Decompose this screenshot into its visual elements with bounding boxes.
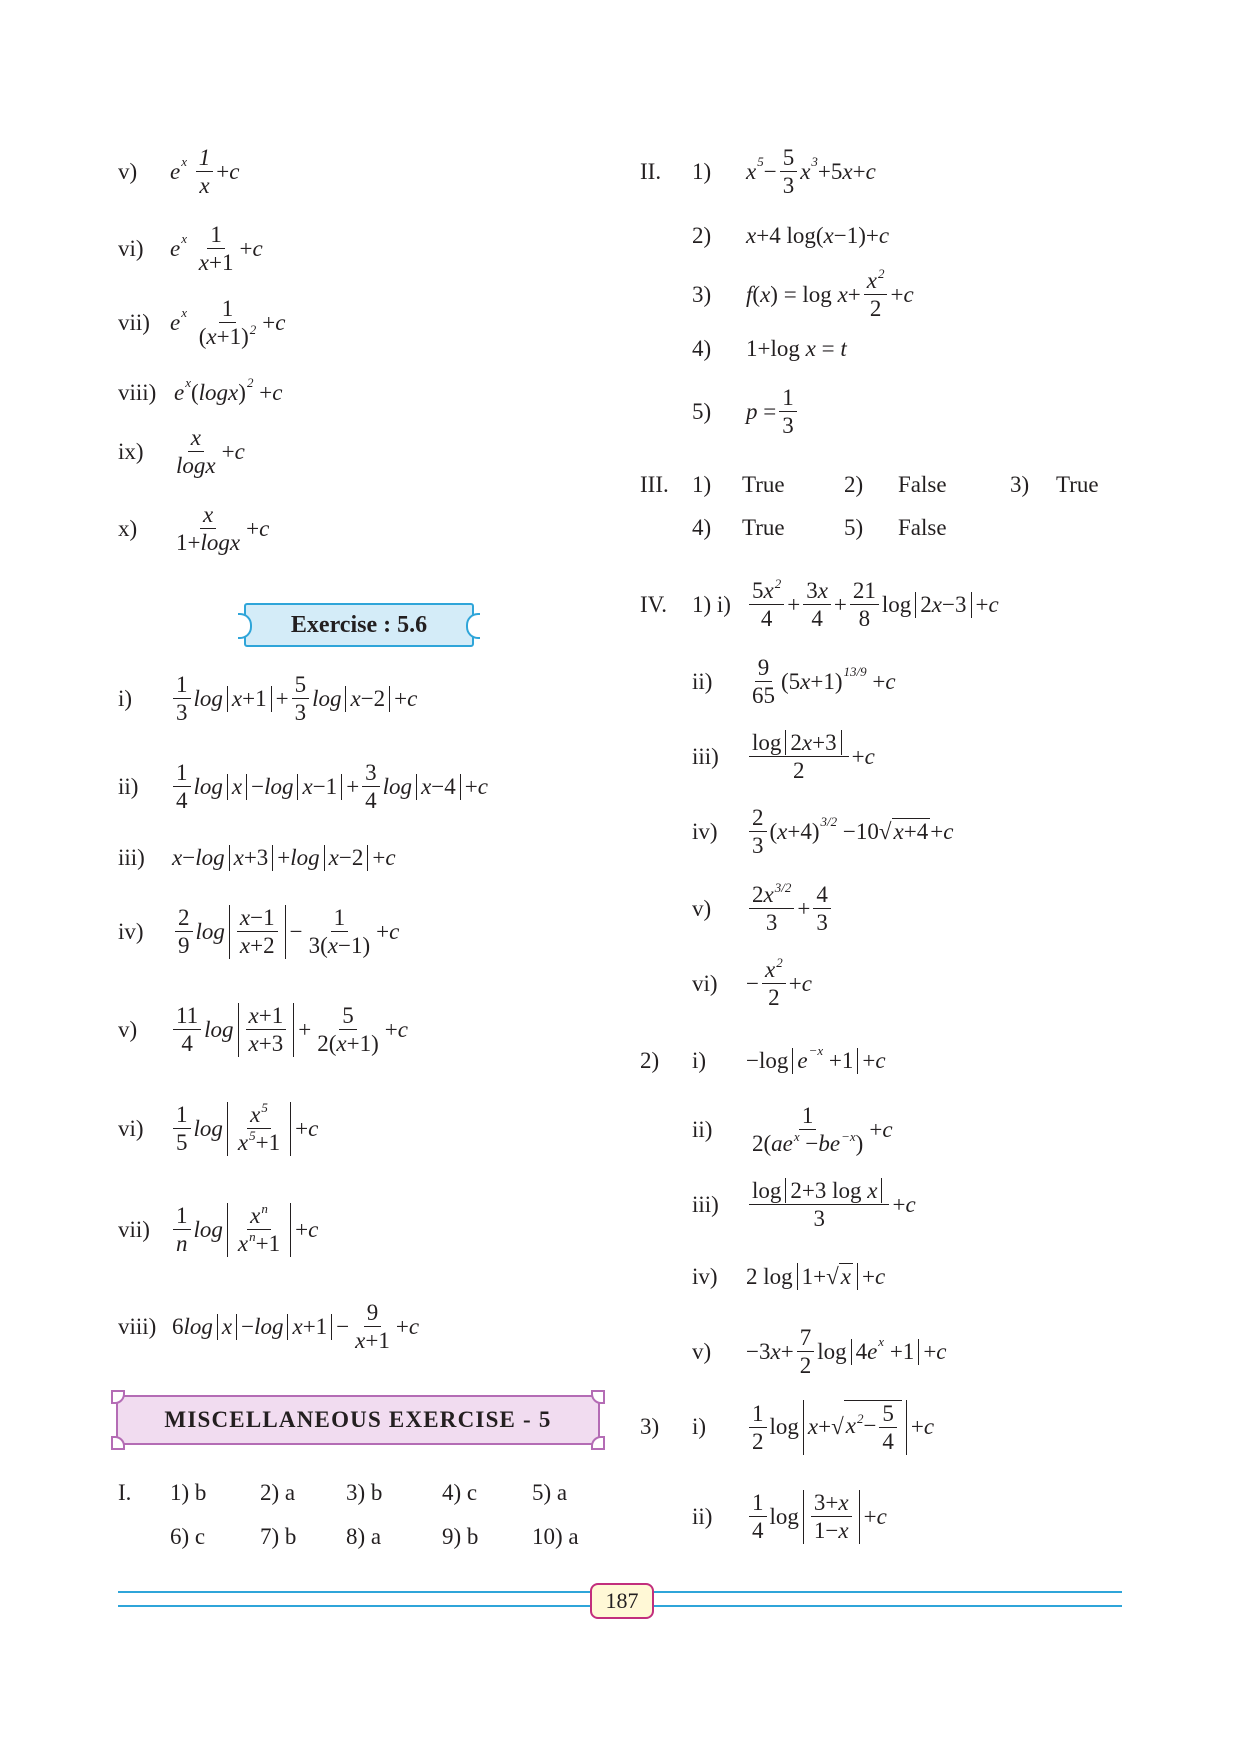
answer-expression: e x $\frac{1}{x}$ + c xyxy=(170,145,240,199)
answer-row xyxy=(118,145,239,199)
answer-expression: $\frac{1}{n}$ log $\frac{x^n}{x^n+1}$ + c xyxy=(170,1203,318,1257)
answer-expression: e x $\frac{1}{x+1}$ + c xyxy=(170,222,263,276)
answer-expression: 6 log x − log x +1 − $\frac{9}{x+1}$ + c xyxy=(172,1300,420,1354)
answer-row xyxy=(118,1102,318,1156)
mcq-answer: 2) a xyxy=(260,1480,296,1505)
answer-row xyxy=(640,1043,886,1074)
answer-row xyxy=(640,1400,934,1455)
true-false-answer: True xyxy=(742,515,785,540)
true-false-row xyxy=(692,515,947,541)
answer-row xyxy=(692,223,889,249)
answer-label: v) xyxy=(692,895,712,921)
exercise-heading: Exercise : 5.6 xyxy=(244,603,474,647)
question-number: 3) xyxy=(640,1414,660,1440)
answer-label: 3) xyxy=(692,281,712,307)
answer-expression: $\frac{1}{3}$ log x +1 + $\frac{5}{3}$ log x −2 + c xyxy=(170,672,417,726)
answer-label: 1) xyxy=(692,158,712,184)
answer-expression: $\frac{11}{4}$ log $\frac{x+1}{x+3}$ + $\frac{5}{2(x+1)}$ + c xyxy=(170,1003,408,1057)
true-false-answer: False xyxy=(898,515,947,540)
answer-row xyxy=(118,1003,408,1057)
answer-expression: $\frac{9}{65}$ (5 x +1) 13/9 + c xyxy=(752,655,896,709)
answer-row xyxy=(118,845,396,871)
answer-label: viii) xyxy=(118,1313,157,1339)
answer-label: ix) xyxy=(118,438,144,464)
answer-label: vii) xyxy=(118,1216,150,1242)
mcq-answer: 7) b xyxy=(260,1524,297,1549)
question-number: 2) xyxy=(640,1048,660,1073)
answer-expression: e x $\frac{1}{(x+1)^2}$ + c xyxy=(170,296,286,350)
answer-expression: log 2+3 log x 3 + c xyxy=(746,1178,916,1232)
answer-row xyxy=(118,1203,318,1257)
banner-corner xyxy=(591,1390,605,1404)
answer-expression: $\frac{2}{9}$ log $\frac{x-1}{x+2}$ − $\frac{1}{3(x-1)}$ + c xyxy=(172,905,399,959)
mcq-answer: 5) a xyxy=(532,1480,568,1505)
mcq-answer: 9) b xyxy=(442,1524,479,1549)
answer-label: v) xyxy=(118,158,138,184)
answer-row xyxy=(692,1490,887,1544)
answer-label: 2) xyxy=(844,472,864,497)
answer-row xyxy=(692,1178,916,1232)
answer-row xyxy=(118,425,245,479)
answer-label: iv) xyxy=(692,818,718,844)
section-roman: II. xyxy=(640,158,662,184)
answer-row xyxy=(118,672,417,726)
answer-label: 4) xyxy=(692,515,712,540)
answer-row xyxy=(640,145,876,199)
answer-row xyxy=(692,882,834,936)
mcq-row xyxy=(170,1524,579,1550)
answer-expression: x 5 − $\frac{5}{3}$ x 3 +5 x + c xyxy=(746,145,876,199)
answer-label: iv) xyxy=(692,1263,718,1289)
mcq-answer: 6) c xyxy=(170,1524,206,1549)
answer-expression: $\frac{2x^{3/2}}{3}$ + $\frac{4}{3}$ xyxy=(746,882,834,936)
answer-row xyxy=(692,730,875,784)
answer-label: 5) xyxy=(692,398,712,424)
banner-corner xyxy=(591,1436,605,1450)
mcq-answer: 1) b xyxy=(170,1480,207,1505)
answer-expression: $\frac{x}{1+\log x}$ + c xyxy=(176,502,270,556)
answer-row xyxy=(118,502,269,556)
answer-label: iii) xyxy=(118,845,145,870)
answer-row xyxy=(118,222,263,276)
answer-row xyxy=(118,1300,419,1354)
answer-expression: $\frac{5x^2}{4}$ + $\frac{3x}{4}$ + $\frac{21}{8}$ log 2 x −3 + c xyxy=(746,578,999,632)
answer-row xyxy=(692,385,800,439)
answer-label: ii) xyxy=(692,1503,713,1529)
answer-label: 3) xyxy=(1010,472,1030,497)
banner-corner xyxy=(111,1390,125,1404)
mcq-row xyxy=(118,1480,567,1506)
answer-label: vi) xyxy=(118,1115,144,1141)
answer-label: ii) xyxy=(118,773,139,799)
section-roman: IV. xyxy=(640,591,668,617)
true-false-answer: True xyxy=(742,472,785,497)
answer-expression: $\frac{1}{4}$ log x − log x −1 + $\frac{3}{4}$ log x −4 + c xyxy=(170,760,488,814)
answer-expression: −3 x + $\frac{7}{2}$ log 4 e x +1 + c xyxy=(746,1325,947,1379)
miscellaneous-exercise-heading xyxy=(116,1395,600,1445)
answer-expression: p = $\frac{1}{3}$ xyxy=(746,385,800,439)
answer-label: v) xyxy=(692,1338,712,1364)
answer-label: viii) xyxy=(118,380,157,405)
answer-row xyxy=(692,655,896,709)
answer-row xyxy=(692,1103,893,1157)
answer-expression: $\frac{1}{5}$ log $\frac{x^5}{x^5+1}$ + c xyxy=(170,1102,318,1156)
section-roman: III. xyxy=(640,472,669,497)
answer-label: 2) xyxy=(692,223,712,248)
answer-expression: 1+log x = t xyxy=(746,336,847,361)
answer-label: vi) xyxy=(692,970,718,996)
answer-row xyxy=(118,296,285,350)
answer-label: 1) xyxy=(692,472,712,497)
misc-title: MISCELLANEOUS EXERCISE - 5 xyxy=(164,1407,552,1432)
answer-expression: x +4 log( x −1)+ c xyxy=(746,223,890,248)
banner-corner xyxy=(111,1436,125,1450)
answer-label: 5) xyxy=(844,515,864,540)
answer-label: ii) xyxy=(692,668,713,694)
true-false-answer: True xyxy=(1056,472,1099,497)
mcq-answer: 4) c xyxy=(442,1480,478,1505)
answer-expression: $\frac{x}{\log x}$ + c xyxy=(176,425,245,479)
section-roman: I. xyxy=(118,1480,132,1505)
true-false-answer: False xyxy=(898,472,947,497)
answer-row xyxy=(692,336,847,362)
answer-expression: $\frac{1}{2}$ log x +√ $x^2-$ $\frac{5}{4}$ + c xyxy=(746,1400,934,1455)
answer-row xyxy=(640,578,999,632)
answer-expression: f ( x ) = log x + $\frac{x^2}{2}$ + c xyxy=(746,266,914,322)
answer-row xyxy=(692,1325,947,1379)
mcq-answer: 3) b xyxy=(346,1480,383,1505)
answer-row xyxy=(692,805,953,859)
answer-label: vi) xyxy=(118,235,144,261)
answer-label: x) xyxy=(118,515,138,541)
page-number: 187 xyxy=(590,1583,654,1619)
answer-expression: − $\frac{x^2}{2}$ + c xyxy=(746,955,812,1011)
answer-row xyxy=(118,905,399,959)
answer-label: vii) xyxy=(118,309,150,335)
answer-expression: −log e −x +1 + c xyxy=(746,1043,886,1073)
answer-expression: log 2 x +3 2 + c xyxy=(746,730,875,784)
answer-row xyxy=(692,268,914,322)
answer-expression: $\frac{1}{4}$ log $\frac{3+x}{1-x}$ + c xyxy=(746,1490,887,1544)
answer-expression: $\frac{1}{2(ae^x -be^{-x})}$ + c xyxy=(752,1103,893,1157)
mcq-answer: 10) a xyxy=(532,1524,579,1549)
answer-label: i) xyxy=(118,685,133,711)
answer-row xyxy=(118,375,283,406)
answer-row xyxy=(118,760,488,814)
answer-label: iii) xyxy=(692,743,719,769)
answer-expression: $\frac{2}{3}$ ( x +4) 3/2 −10√ x+4 + c xyxy=(746,805,953,859)
answer-label: i) xyxy=(692,1414,707,1440)
answer-row xyxy=(692,957,812,1011)
answer-expression: e x ( logx ) 2 + c xyxy=(174,375,283,405)
answer-label: v) xyxy=(118,1016,138,1042)
answer-expression: 2 log 1+√ x + c xyxy=(746,1263,886,1289)
true-false-row xyxy=(640,472,1099,498)
answer-label: 4) xyxy=(692,336,712,361)
answer-expression: x − log x +3 + log x −2 + c xyxy=(172,845,396,870)
answer-label: 1) i) xyxy=(692,591,731,617)
answer-label: iii) xyxy=(692,1191,719,1217)
mcq-answer: 8) a xyxy=(346,1524,382,1549)
answer-label: iv) xyxy=(118,918,144,944)
answer-row xyxy=(692,1263,885,1290)
answer-label: i) xyxy=(692,1048,707,1073)
answer-label: ii) xyxy=(692,1116,713,1142)
